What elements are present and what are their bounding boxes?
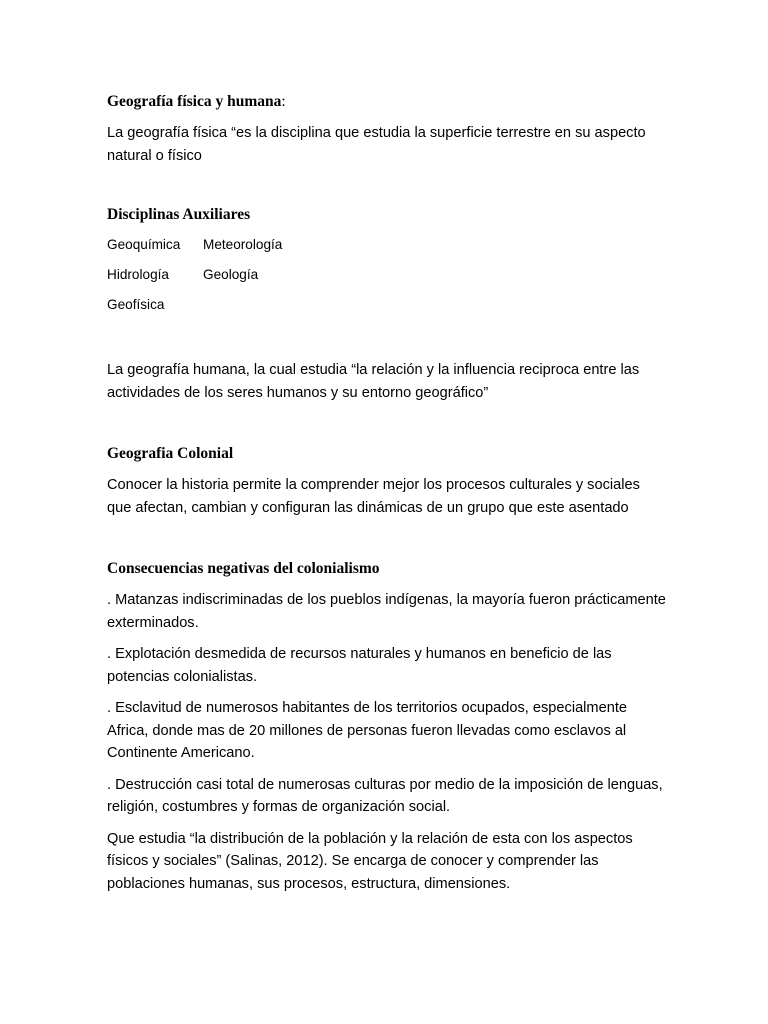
paragraph-geografia-humana: La geografía humana, la cual estudia “la relación y la influencia reciproca entre las actividades de los seres humanos y su entorno geográfico”: [107, 362, 640, 401]
discipline-item: Hidrología: [107, 267, 169, 282]
auxiliary-disciplines-grid: [107, 234, 667, 286]
discipline-item: Meteorología: [203, 237, 283, 252]
heading-consecuencias: Consecuencias negativas del colonialismo: [107, 560, 380, 577]
heading-text: Geografía física y humana: [107, 93, 282, 110]
paragraph-geografia-colonial: Conocer la historia permite la comprender mejor los procesos culturales y sociales que afectan, cambian y configuran las dinámicas de un grupo que este asentado: [107, 477, 640, 516]
paragraph-poblacion: Que estudia “la distribución de la población y la relación de esta con los aspectos físicos y sociales” (Salinas, 2012). Se encarga de conocer y comprender las poblaciones humanas, sus procesos, estructura, dimensiones.: [107, 830, 633, 892]
consequence-item: . Matanzas indiscriminadas de los pueblos indígenas, la mayoría fueron prácticamente exterminados.: [107, 592, 666, 631]
heading-geografia-colonial: Geografia Colonial: [107, 445, 234, 462]
discipline-item: Geoquímica: [107, 237, 181, 252]
document-page: [107, 0, 667, 895]
paragraph-geografia-fisica: La geografía física “es la disciplina que estudia la superficie terrestre en su aspecto natural o físico: [107, 125, 646, 164]
heading-colon: :: [281, 93, 286, 110]
consequence-item: . Explotación desmedida de recursos naturales y humanos en beneficio de las potencias colonialistas.: [107, 646, 612, 685]
heading-disciplinas-auxiliares: Disciplinas Auxiliares: [107, 206, 251, 223]
discipline-item: Geofísica: [107, 297, 165, 312]
heading-geografia-fisica-humana: [107, 92, 667, 112]
discipline-item: Geología: [203, 267, 259, 282]
consequence-item: . Esclavitud de numerosos habitantes de los territorios ocupados, especialmente Africa, donde mas de 20 millones de personas fueron llevadas como esclavos al Continente Americano.: [107, 700, 627, 761]
consequence-item: . Destrucción casi total de numerosas culturas por medio de la imposición de lenguas, religión, costumbres y formas de organización social.: [107, 776, 663, 815]
